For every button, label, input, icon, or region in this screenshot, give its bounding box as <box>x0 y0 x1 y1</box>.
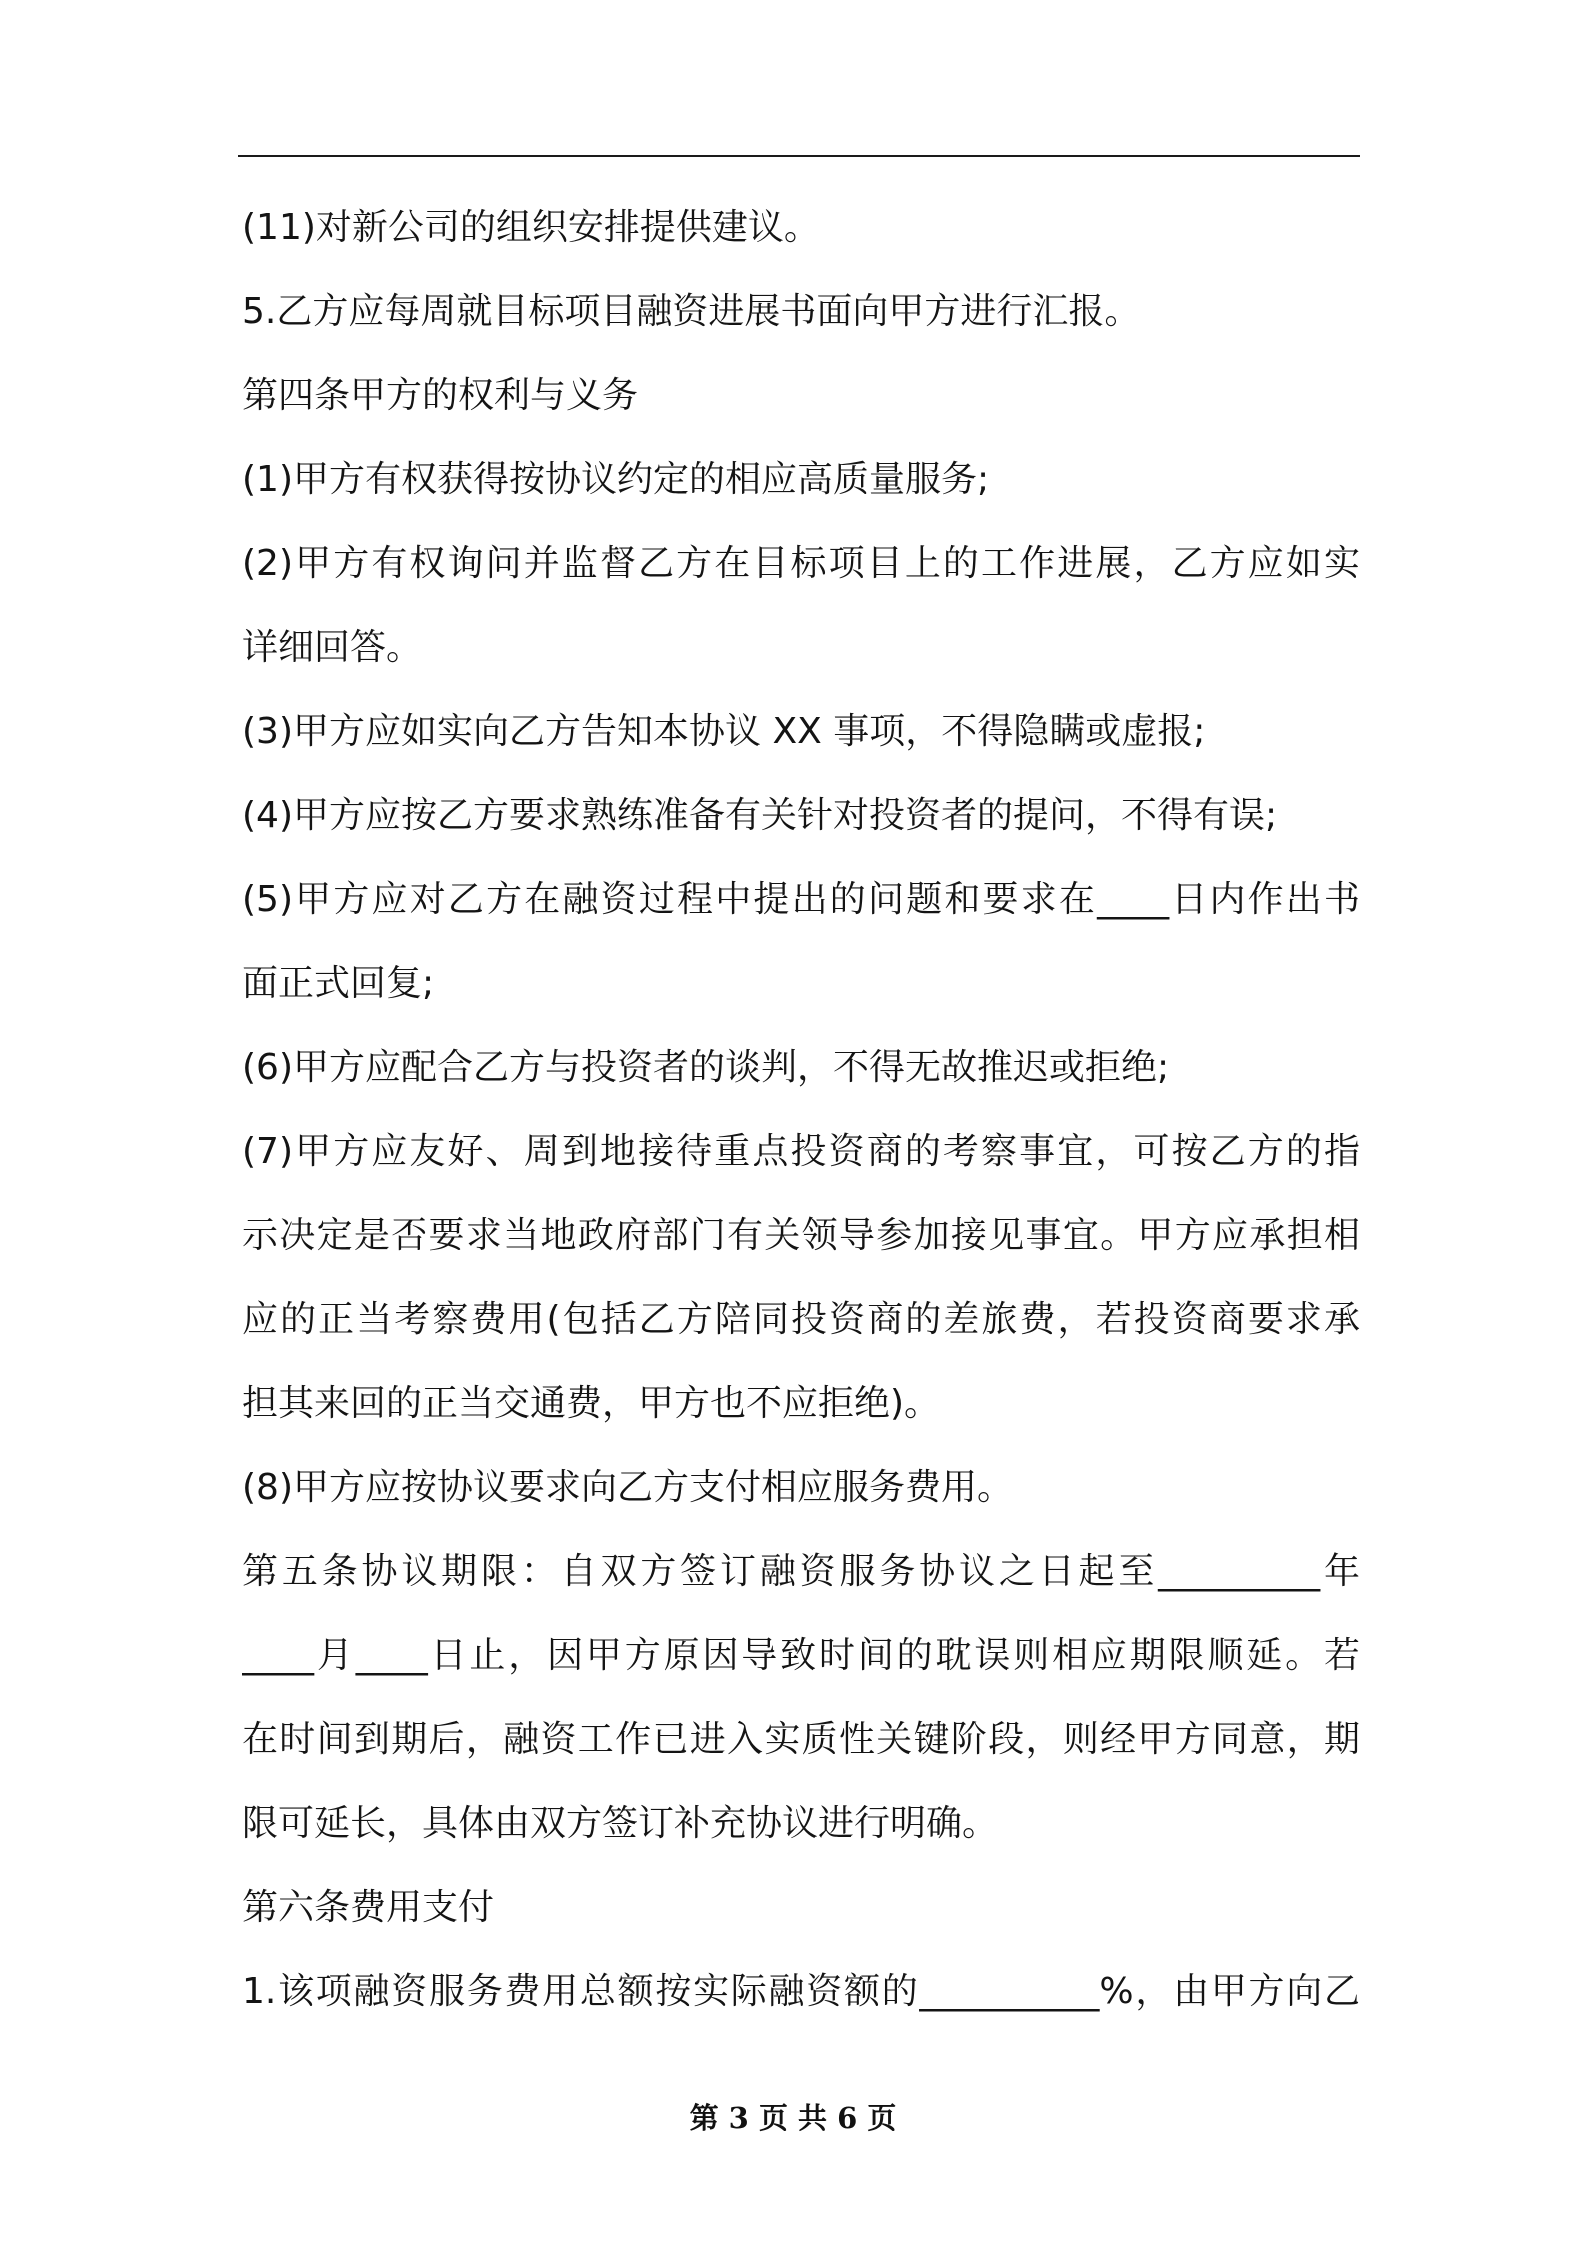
text-line: 5.乙方应每周就目标项目融资进展书面向甲方进行汇报。 <box>242 291 1141 332</box>
text-line: (2)甲方有权询问并监督乙方在目标项目上的工作进展，乙方应如实 <box>242 543 1360 584</box>
text-line: (3)甲方应如实向乙方告知本协议 XX 事项，不得隐瞒或虚报; <box>242 711 1206 752</box>
text-line: 示决定是否要求当地政府部门有关领导参加接见事宜。甲方应承担相 <box>242 1215 1360 1256</box>
text-line: (4)甲方应按乙方要求熟练准备有关针对投资者的提问，不得有误; <box>242 795 1278 836</box>
text-line: 应的正当考察费用(包括乙方陪同投资商的差旅费，若投资商要求承 <box>242 1299 1360 1340</box>
text-line: 详细回答。 <box>242 627 423 668</box>
text-line: 限可延长，具体由双方签订补充协议进行明确。 <box>242 1803 999 1844</box>
section-heading: 第五条协议期限：自双方签订融资服务协议之日起至_________年 <box>242 1551 1360 1592</box>
page-number-footer: 第 3 页 共 6 页 <box>689 2101 897 2135</box>
text-line: (6)甲方应配合乙方与投资者的谈判，不得无故推迟或拒绝; <box>242 1047 1170 1088</box>
text-line: (5)甲方应对乙方在融资过程中提出的问题和要求在____日内作出书 <box>242 879 1360 920</box>
text-line: 在时间到期后，融资工作已进入实质性关键阶段，则经甲方同意，期 <box>242 1719 1360 1760</box>
document-body <box>242 186 1360 2034</box>
header-rule <box>238 155 1360 157</box>
text-line: 面正式回复; <box>242 963 435 1004</box>
text-line: 1.该项融资服务费用总额按实际融资额的__________%，由甲方向乙 <box>242 1971 1360 2012</box>
text-line: (1)甲方有权获得按协议约定的相应高质量服务; <box>242 459 990 500</box>
text-line: (8)甲方应按协议要求向乙方支付相应服务费用。 <box>242 1467 1013 1508</box>
text-line: 担其来回的正当交通费，甲方也不应拒绝)。 <box>242 1383 941 1424</box>
section-heading: 第四条甲方的权利与义务 <box>242 375 639 416</box>
text-line: (11)对新公司的组织安排提供建议。 <box>242 207 820 248</box>
section-heading: 第六条费用支付 <box>242 1887 495 1928</box>
text-line: ____月____日止，因甲方原因导致时间的耽误则相应期限顺延。若 <box>242 1635 1360 1676</box>
text-line: (7)甲方应友好、周到地接待重点投资商的考察事宜，可按乙方的指 <box>242 1131 1360 1172</box>
